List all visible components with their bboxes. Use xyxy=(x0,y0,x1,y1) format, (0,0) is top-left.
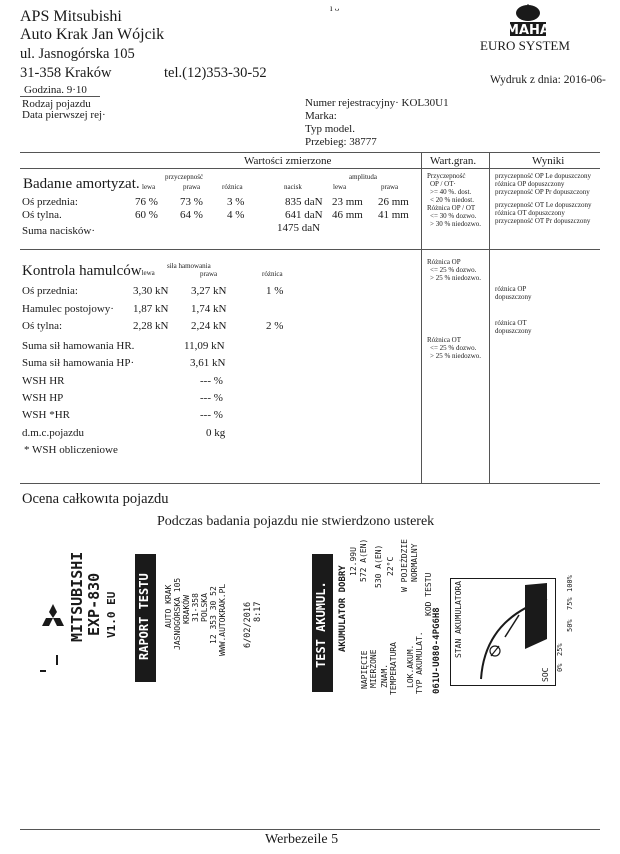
first-registration-label: Data pierwszej rej· xyxy=(22,109,106,121)
receipt-tick-mark xyxy=(40,670,46,672)
force-diff: 2 % xyxy=(266,320,284,332)
sum-label: WSH *HR xyxy=(22,409,70,421)
sum-label: d.m.c.pojazdu xyxy=(22,427,85,439)
row-label: Oś tylna. xyxy=(22,209,62,221)
gauge-needle xyxy=(505,615,519,637)
battery-test-receipt xyxy=(30,538,590,695)
gauge-tick: 100% xyxy=(566,575,574,592)
dealer-line: JASNOGÓRSKA 105 xyxy=(173,577,182,650)
force-left: 2,28 kN xyxy=(133,320,169,332)
measured-voltage: 12.99U xyxy=(349,547,358,576)
company-owner: Auto Krak Jan Wójcik xyxy=(20,26,165,43)
wsh-footnote: * WSH obliczeniowe xyxy=(24,444,118,456)
gauge-tick: 0% xyxy=(556,663,564,672)
make-label: Marka: xyxy=(305,110,337,122)
vehicle-type-label: Rodzaj pojazdu xyxy=(22,98,91,110)
gauge-title: STAN AKUMULATORA xyxy=(454,580,463,658)
shock-results: przyczepność OP Le dopuszczony różnica OP dopuszczony przyczepność OP Pr dopuszczony przyczepność OT Le dopuszczony różnica OT dopuszczony przyczepność OT Pr dopuszczony xyxy=(495,172,592,225)
sum-loads-label: Suma nacisków· xyxy=(22,225,96,237)
overall-statement: Podczas badania pojazdu nie stwierdzono usterek xyxy=(157,514,435,529)
measured-label: MIERZONE xyxy=(369,649,378,688)
brake-result-op: różnica OP dopuszczony xyxy=(495,285,532,301)
gauge-tick: 25% xyxy=(556,643,564,656)
force-left: 1,87 kN xyxy=(133,303,169,315)
sum-label: WSH HP xyxy=(22,392,64,404)
raport-title: RAPORT TESTU xyxy=(137,573,151,660)
dealer-line: KRAKÓW xyxy=(182,595,191,624)
company-name: APS Mitsubishi xyxy=(20,8,122,25)
receipt-model: EXP-830 xyxy=(85,572,103,636)
overall-title: Ocena całkowıta pojazdu xyxy=(22,491,169,507)
force-diff: 1 % xyxy=(266,285,284,297)
footer-rule xyxy=(20,829,600,830)
measured-values-header: Wartości zmierzone xyxy=(244,155,332,167)
force-right: 3,27 kN xyxy=(191,285,227,297)
nominal-value: 530 A(EN) xyxy=(374,544,383,588)
header-rule xyxy=(20,96,100,97)
axle-load: 641 daN xyxy=(285,209,323,221)
shock-left-header: lewa xyxy=(142,183,156,191)
force-right: 2,24 kN xyxy=(191,320,227,332)
shock-adhesion-header: przyczepność xyxy=(165,173,204,181)
force-right: 1,74 kN xyxy=(191,303,227,315)
test-date: 6/02/2016 xyxy=(243,601,253,648)
gauge-tick: 50% xyxy=(566,619,574,632)
test-code-label: KOD TESTU xyxy=(424,572,433,616)
amplitude-left: 46 mm xyxy=(332,209,363,221)
test-code: 061U-U080-4PG6H8 xyxy=(432,607,442,694)
shock-load-header: nacisk xyxy=(284,183,302,191)
table-header-rule xyxy=(20,168,600,169)
logo-caption: EURO SYSTEM xyxy=(480,38,570,53)
soc-label: SOC xyxy=(541,667,550,682)
col-divider-2 xyxy=(489,152,490,483)
footer-text: Werbezeile 5 xyxy=(265,832,339,847)
receipt-version: V1.0 EU xyxy=(105,591,118,638)
test-time: Godzina. 9·10 xyxy=(24,84,87,96)
receipt-tick-mark xyxy=(56,655,58,665)
sum-value: --- % xyxy=(200,409,223,421)
measured-current: 572 A(EN) xyxy=(359,538,368,582)
dealer-line: 12 353 30 52 xyxy=(209,586,218,644)
dealer-line: 31-358 xyxy=(191,593,200,622)
shock-amp-left-header: lewa xyxy=(333,183,347,191)
adhesion-right: 73 % xyxy=(180,196,203,208)
shock-amplitude-header: amplituda xyxy=(349,173,377,181)
table-bottom-rule xyxy=(20,483,600,484)
dealer-line: AUTO KRAK xyxy=(164,584,173,628)
type-value: NORMALNY xyxy=(410,543,419,582)
sum-value: 0 kg xyxy=(206,427,226,439)
amplitude-right: 41 mm xyxy=(378,209,409,221)
row-label: Oś przednia: xyxy=(22,285,78,297)
row-label: Oś tylna: xyxy=(22,320,63,332)
axle-load: 835 daN xyxy=(285,196,323,208)
nominal-label: ZNAM. xyxy=(380,663,389,688)
brake-test-title: Kontrola hamulcówlewa xyxy=(22,263,155,279)
shock-amp-right-header: prawa xyxy=(381,183,399,191)
sum-value: --- % xyxy=(200,375,223,387)
mileage: Przebieg: 38777 xyxy=(305,136,377,148)
temperature-value: 22°C xyxy=(386,556,395,576)
col-divider-1 xyxy=(421,152,422,483)
type-model-label: Typ model. xyxy=(305,123,355,135)
dealer-line: POLSKA xyxy=(200,593,209,622)
shock-diff-header: różnica xyxy=(222,183,243,191)
test-clock: 8:17 xyxy=(253,601,263,622)
sum-value: 11,09 kN xyxy=(184,340,225,352)
row-label: Hamulec postojowy· xyxy=(22,303,114,315)
sum-value: --- % xyxy=(200,392,223,404)
brake-diff-header: różnica xyxy=(262,270,283,278)
battery-type-label: TYP AKUMULAT. xyxy=(415,631,424,694)
brake-right-header: prawa xyxy=(200,270,218,278)
sum-label: Suma sił hamowania HP· xyxy=(22,357,135,369)
temperature-label: TEMPERATURA xyxy=(389,642,398,695)
printout-date: Wydruk z dnia: 2016-06- xyxy=(490,74,606,86)
limit-values-header: Wart.gran. xyxy=(430,155,477,167)
top-mark: ı ᴗ xyxy=(330,3,340,13)
adhesion-diff: 4 % xyxy=(227,209,245,221)
force-left: 3,30 kN xyxy=(133,285,169,297)
sum-loads-value: 1475 daN xyxy=(277,222,321,234)
brake-limits-op: Różnica OP <= 25 % dozwo. > 25 % niedozwo. xyxy=(427,258,481,282)
location-label: LOK.AKUM. xyxy=(406,644,415,688)
table-top-rule xyxy=(20,152,600,153)
brake-left-header: lewa xyxy=(141,269,155,277)
adhesion-left: 60 % xyxy=(135,209,158,221)
amplitude-left: 23 mm xyxy=(332,196,363,208)
battery-status: AKUMULATOR DOBRY xyxy=(338,565,348,652)
brake-result-ot: różnica OT dopuszczony xyxy=(495,319,532,335)
svg-text:MAHA: MAHA xyxy=(506,23,550,38)
sum-label: Suma sił hamowania HR. xyxy=(22,340,135,352)
adhesion-diff: 3 % xyxy=(227,196,245,208)
company-street: ul. Jasnogórska 105 xyxy=(20,46,135,62)
receipt-brand: MITSUBISHI xyxy=(68,551,86,642)
sum-label: WSH HR xyxy=(22,375,65,387)
sum-value: 3,61 kN xyxy=(190,357,226,369)
amplitude-right: 26 mm xyxy=(378,196,409,208)
brake-force-header: siła hamowania xyxy=(167,262,211,270)
brake-limits-ot: Różnica OT <= 25 % dozwo. > 25 % niedozwo. xyxy=(427,336,481,360)
mitsubishi-logo xyxy=(42,604,64,639)
shock-right-header: prawa xyxy=(183,183,201,191)
shock-limits: Przyczepność OP / OT· >= 40 %. dost. < 20 % niedost. Różnica OP / OT <= 30 % dozwo. > 30 % niedozwo. xyxy=(427,172,481,228)
row-label: Oś przednia: xyxy=(22,196,78,208)
results-header: Wyniki xyxy=(532,155,565,167)
gauge-tick: 75% xyxy=(566,597,574,610)
adhesion-right: 64 % xyxy=(180,209,203,221)
company-city: 31-358 Kraków xyxy=(20,65,112,81)
maha-logo xyxy=(506,4,550,38)
dealer-line: WWW.AUTOKRAK.PL xyxy=(218,583,227,656)
adhesion-left: 76 % xyxy=(135,196,158,208)
shock-test-title: Badanıe amortyzat. xyxy=(23,176,140,192)
measured-label: NAPIĘCIE xyxy=(360,650,369,689)
location-value: W POJEŹDZIE xyxy=(400,539,409,592)
battery-test-title: TEST AKUMUL. xyxy=(314,581,328,668)
registration-number: Numer rejestracyjny· KOL30U1 xyxy=(305,97,449,109)
section-rule xyxy=(20,249,600,250)
company-phone: tel.(12)353-30-52 xyxy=(164,65,267,81)
